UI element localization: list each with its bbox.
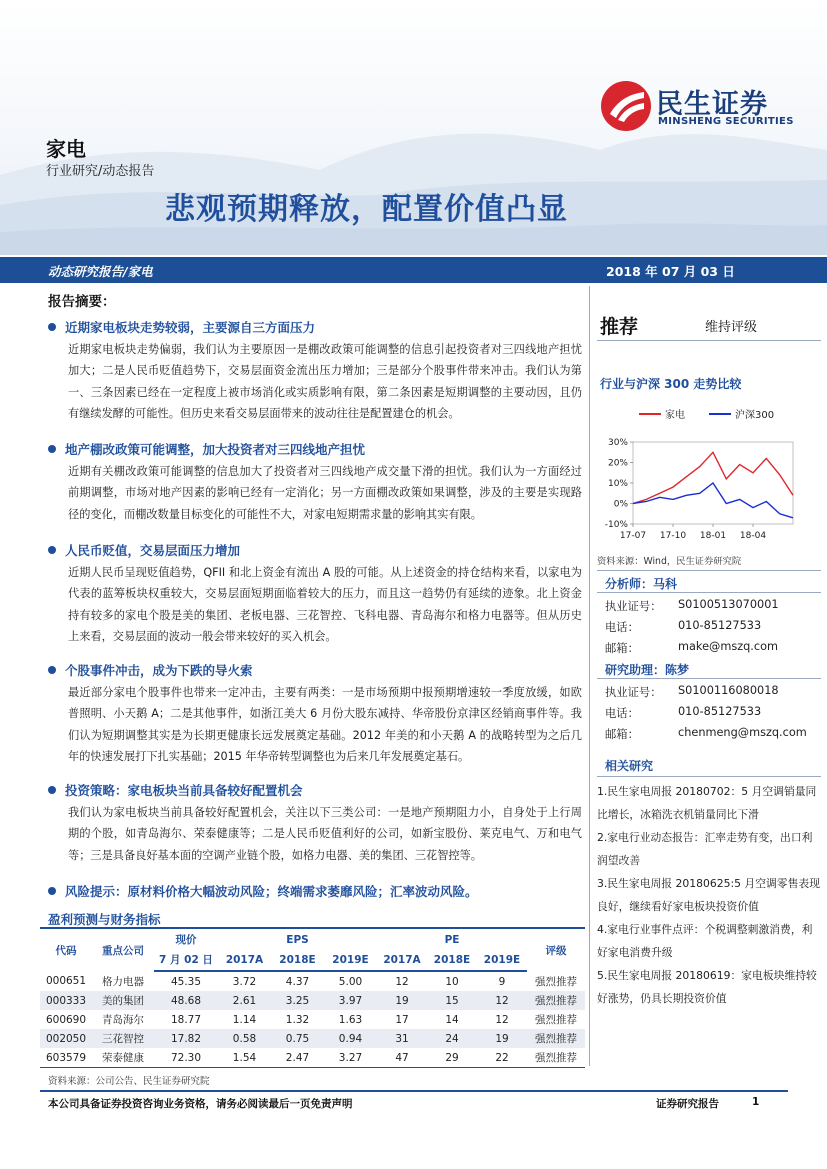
rating-label: 推荐: [600, 316, 639, 338]
footer-label: 证券研究报告: [656, 1098, 719, 1110]
divider: [597, 592, 821, 593]
header-year: 2019E: [324, 949, 377, 971]
table-cell: 3.27: [324, 1048, 377, 1068]
assistant-mail[interactable]: chenmeng@mszq.com: [678, 726, 807, 739]
brand-name-cn: 民生证券: [656, 89, 768, 120]
bullet-icon: [48, 546, 56, 554]
table-cell: 72.30: [154, 1048, 218, 1068]
y-tick-label: 10%: [607, 479, 628, 489]
table-cell: 1.63: [324, 1010, 377, 1029]
section-4: [48, 662, 582, 767]
series-line-hs300: [633, 483, 793, 518]
bullet-icon: [48, 323, 56, 331]
bullet-icon: [48, 666, 56, 674]
section-heading: 个股事件冲击，成为下跌的导火索: [65, 663, 253, 678]
series-line-jiadian: [633, 452, 793, 503]
table-cell: 12: [477, 991, 527, 1010]
analyst-tel: 010-85127533: [678, 619, 762, 632]
analyst-license: S0100513070001: [678, 598, 779, 611]
divider: [597, 340, 821, 341]
y-tick-label: 30%: [607, 438, 628, 448]
header-code: 代码: [55, 945, 77, 957]
assistant-tel: 010-85127533: [678, 705, 762, 718]
related-item[interactable]: 2.家电行业动态报告：汇率走势有变，出口利润望改善: [597, 831, 813, 867]
x-tick-label: 18-01: [699, 531, 727, 541]
section-heading: 地产棚改政策可能调整，加大投资者对三四线地产担忧: [65, 442, 366, 457]
minsheng-logo-icon: [600, 80, 652, 132]
header-year: 2018E: [271, 949, 324, 971]
table-cell: 10: [427, 971, 477, 991]
section-heading: 近期家电板块走势较弱，主要源自三方面压力: [65, 320, 316, 335]
section-body: 最近部分家电个股事件也带来一定冲击，主要有两类：一是市场预期中报预期增速较一季度放缓，如欧普照明、小天鹅 A；二是其他事件，如浙江美大 6 月份大股东减持、华帝股份京津区经销商事件等。我们认为短期调整其实是为长期更健康长远发展奠定基础。2012 年美的和小天鹅 A 的战略转型为之后几年的快速发展打下扎实基础；2015 年华帝转型调整也为后来几年发展奠定基石。: [68, 686, 582, 763]
table-cell: 24: [427, 1029, 477, 1048]
footer-rule: [40, 1090, 788, 1092]
related-item[interactable]: 4.家电行业事件点评：个税调整刺激消费，利好家电消费升级: [597, 923, 813, 959]
table-cell: 0.94: [324, 1029, 377, 1048]
table-cell: 48.68: [154, 991, 218, 1010]
section-body: 近期人民币呈现贬值趋势，QFII 和北上资金有流出 A 股的可能。从上述资金的持仓结构来看，以家电为代表的蓝筹板块权重较大，交易层面短期面临着较大的压力，而且这一趋势仍有延续的迹象。北上资金持有较多的家电个股是美的集团、老板电器、三花智控、飞科电器、青岛海尔和格力电器等。但从历史上来看，交易层面的波动一般会带来较好的买入机会。: [68, 566, 582, 643]
legend-label: 家电: [665, 410, 685, 421]
section-body: 我们认为家电板块当前具备较好配置机会，关注以下三类公司：一是地产预期阻力小，自身处于上行周期的个股，如青岛海尔、荣泰健康等；二是人民币贬值利好的公司，如新宝股份、莱克电气、万和电气等；三是具备良好基本面的空调产业链个股，如格力电器、美的集团、三花智控等。: [68, 806, 582, 862]
report-subtype: 行业研究/动态报告: [46, 164, 155, 179]
table-cell: 14: [427, 1010, 477, 1029]
table-cell: 2.61: [218, 991, 271, 1010]
related-item[interactable]: 3.民生家电周报 20180625:5 月空调零售表现良好，继续看好家电板块投资价值: [597, 877, 820, 913]
industry-label: 家电: [46, 137, 86, 161]
table-cell: 12: [477, 1010, 527, 1029]
divider: [597, 570, 821, 571]
divider: [597, 678, 821, 679]
table-title: 盈利预测与财务指标: [48, 912, 161, 927]
table-cell: 47: [377, 1048, 427, 1068]
header-year: 2017A: [218, 949, 271, 971]
header-year: 2019E: [477, 949, 527, 971]
section-heading: 投资策略：家电板块当前具备较好配置机会: [65, 783, 303, 798]
table-cell: 1.54: [218, 1048, 271, 1068]
table-row: [40, 1010, 585, 1029]
table-cell: 0.58: [218, 1029, 271, 1048]
trend-line-chart: [597, 398, 821, 548]
table-cell: 000333: [40, 991, 92, 1010]
y-tick-label: -10%: [604, 520, 628, 530]
table-cell: 强烈推荐: [527, 1029, 585, 1048]
risk-warning: 风险提示：原材料价格大幅波动风险；终端需求萎靡风险；汇率波动风险。: [65, 884, 478, 899]
table-cell: 12: [377, 971, 427, 991]
related-title: 相关研究: [605, 759, 654, 773]
table-cell: 2.47: [271, 1048, 324, 1068]
table-row: [40, 971, 585, 991]
table-cell: 19: [477, 1029, 527, 1048]
assistant-license-label: 执业证号：: [605, 686, 662, 699]
table-cell: 强烈推荐: [527, 991, 585, 1010]
bullet-icon: [48, 786, 56, 794]
section-2: [48, 441, 582, 525]
table-cell: 000651: [40, 971, 92, 991]
assistant-license: S0100116080018: [678, 684, 779, 697]
section-heading: 人民币贬值，交易层面压力增加: [65, 543, 241, 558]
related-list: [597, 780, 821, 1010]
table-cell: 1.32: [271, 1010, 324, 1029]
table-row: [40, 991, 585, 1010]
section-1: [48, 319, 582, 424]
report-title: 悲观预期释放，配置价值凸显: [165, 192, 568, 227]
table-cell: 美的集团: [92, 991, 154, 1010]
table-cell: 9: [477, 971, 527, 991]
x-tick-label: 17-07: [619, 531, 647, 541]
analyst-mail-label: 邮箱：: [605, 642, 639, 655]
column-divider: [589, 286, 590, 1066]
table-cell: 三花智控: [92, 1029, 154, 1048]
section-5: [48, 782, 582, 866]
section-6: [48, 883, 582, 901]
assistant-mail-label: 邮箱：: [605, 728, 639, 741]
forecast-table: [40, 930, 585, 1068]
y-tick-label: 20%: [607, 458, 628, 469]
report-date: 2018 年 07 月 03 日: [606, 264, 735, 279]
table-cell: 格力电器: [92, 971, 154, 991]
analyst-tel-label: 电话：: [605, 621, 639, 634]
header-rating: 评级: [545, 945, 567, 957]
assistant-title: 研究助理：陈梦: [605, 663, 690, 677]
related-item[interactable]: 1.民生家电周报 20180702：5 月空调销量同比增长，冰箱洗衣机销量同比下滑: [597, 785, 817, 821]
header-eps: EPS: [286, 933, 309, 946]
table-top-rule: [40, 927, 585, 929]
table-row: [40, 1029, 585, 1048]
assistant-tel-label: 电话：: [605, 707, 639, 720]
rating-sub: 维持评级: [705, 320, 758, 335]
analyst-license-label: 执业证号：: [605, 600, 662, 613]
table-cell: 19: [377, 991, 427, 1010]
header-company: 重点公司: [102, 945, 144, 957]
table-cell: 600690: [40, 1010, 92, 1029]
bullet-icon: [48, 445, 56, 453]
table-cell: 18.77: [154, 1010, 218, 1029]
table-cell: 002050: [40, 1029, 92, 1048]
header-price: 现价: [175, 934, 197, 946]
table-cell: 17.82: [154, 1029, 218, 1048]
legend-label: 沪深300: [735, 410, 775, 421]
section-3: [48, 542, 582, 647]
footer-disclaimer: 本公司具备证券投资咨询业务资格，请务必阅读最后一页免责声明: [48, 1098, 353, 1110]
header-price-date: 7 月 02 日: [154, 949, 218, 971]
table-cell: 3.97: [324, 991, 377, 1010]
table-cell: 1.14: [218, 1010, 271, 1029]
abstract-label: 报告摘要：: [48, 294, 116, 310]
page-number: 1: [752, 1096, 760, 1108]
table-cell: 荣泰健康: [92, 1048, 154, 1068]
header-year: 2017A: [377, 949, 427, 971]
analyst-mail[interactable]: make@mszq.com: [678, 640, 779, 653]
table-cell: 3.25: [271, 991, 324, 1010]
section-body: 近期家电板块走势偏弱，我们认为主要原因一是棚改政策可能调整的信息引起投资者对三四线地产担忧加大；二是人民币贬值趋势下，交易层面资金流出压力增加；三是部分个股事件带来冲击。我们认为第一、三条因素已经在一定程度上被市场消化或实质影响有限，第二条因素是短期调整的主要动因，且仍有继续发酵的可能性。但历史来看交易层面带来的波动往往是配置建仓的机会。: [68, 343, 582, 420]
table-cell: 22: [477, 1048, 527, 1068]
table-cell: 17: [377, 1010, 427, 1029]
table-cell: 0.75: [271, 1029, 324, 1048]
header-year: 2018E: [427, 949, 477, 971]
x-tick-label: 17-10: [659, 531, 687, 541]
x-tick-label: 18-04: [739, 531, 767, 541]
table-cell: 45.35: [154, 971, 218, 991]
y-tick-label: 0%: [613, 499, 628, 510]
table-cell: 强烈推荐: [527, 1048, 585, 1068]
chart-title: 行业与沪深 300 走势比较: [600, 377, 742, 391]
table-cell: 4.37: [271, 971, 324, 991]
table-cell: 5.00: [324, 971, 377, 991]
header-pe: PE: [444, 933, 460, 946]
brand-name-en: MINSHENG SECURITIES: [658, 116, 794, 127]
analyst-title: 分析师：马科: [605, 577, 678, 591]
table-cell: 29: [427, 1048, 477, 1068]
table-cell: 青岛海尔: [92, 1010, 154, 1029]
bullet-icon: [48, 887, 56, 895]
divider: [597, 776, 821, 777]
table-cell: 强烈推荐: [527, 971, 585, 991]
table-cell: 15: [427, 991, 477, 1010]
related-item[interactable]: 5.民生家电周报 20180619：家电板块维持较好涨势，仍具长期投资价值: [597, 969, 817, 1005]
table-source: 资料来源：公司公告、民生证券研究院: [48, 1076, 210, 1087]
table-cell: 3.72: [218, 971, 271, 991]
table-row: [40, 1048, 585, 1068]
table-cell: 强烈推荐: [527, 1010, 585, 1029]
table-cell: 603579: [40, 1048, 92, 1068]
chart-source: 资料来源：Wind，民生证券研究院: [597, 556, 742, 567]
section-body: 近期有关棚改政策可能调整的信息加大了投资者对三四线地产成交量下滑的担忧。我们认为一方面经过前期调整，市场对地产因素的影响已经有一定消化；另一方面棚改政策如果调整，涉及的主要是实现路径的变化，而棚改数量目标变化的可能性不大，对家电短期需求量的影响其实有限。: [68, 465, 582, 521]
table-cell: 31: [377, 1029, 427, 1048]
report-category: 动态研究报告/家电: [48, 264, 153, 279]
